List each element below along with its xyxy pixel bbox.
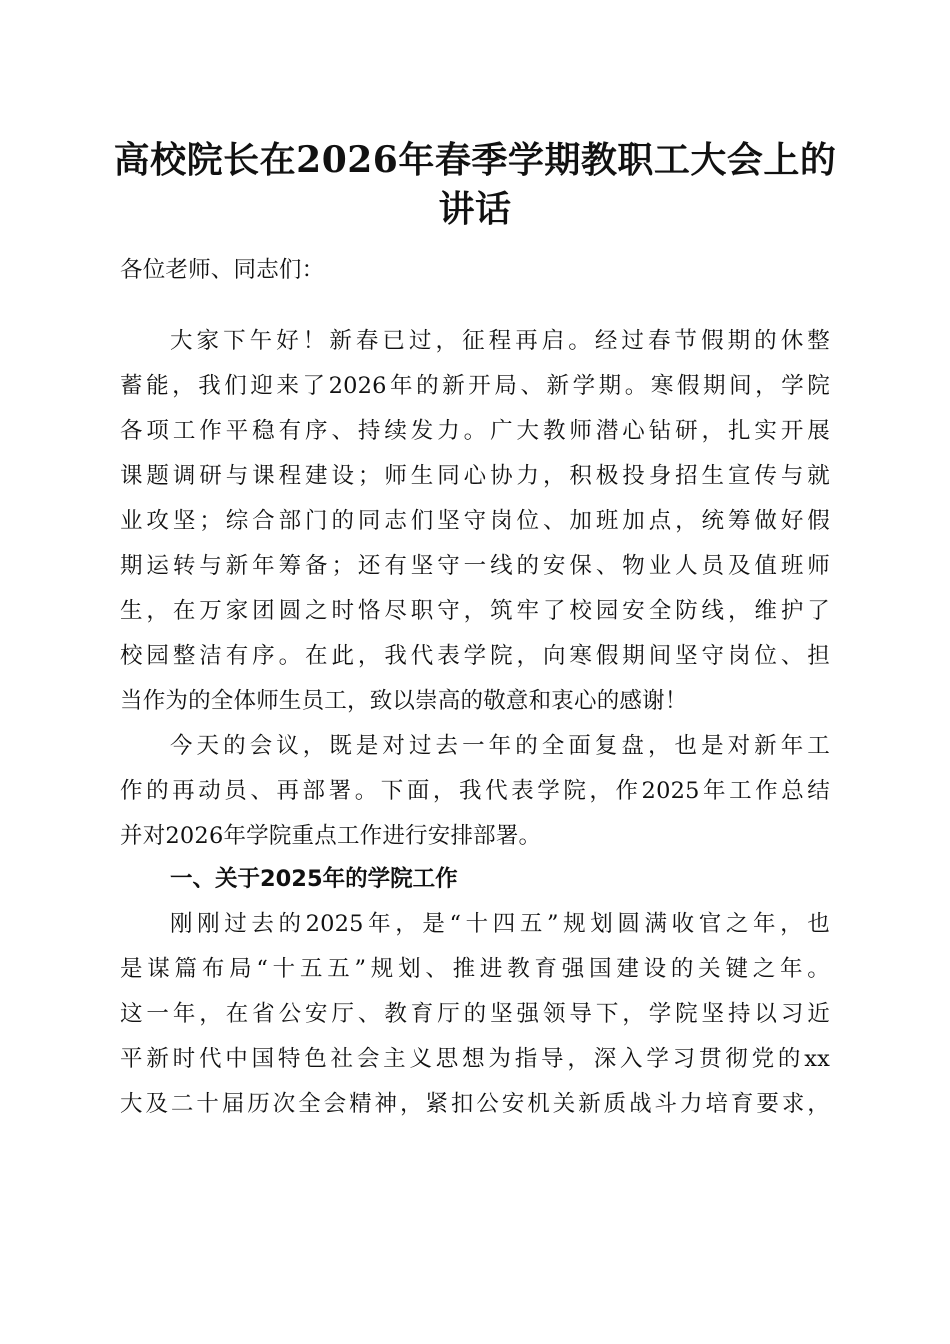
paragraph-3-line: 刚刚过去的2025年，是“十四五”规划圆满收官之年，也 — [170, 911, 830, 937]
paragraph-1-line: 大家下午好！新春已过，征程再启。经过春节假期的休整 — [170, 328, 830, 354]
paragraph-1-line: 生，在万家团圆之时恪尽职守，筑牢了校园安全防线，维护了 — [120, 598, 830, 624]
paragraph-1-line: 期运转与新年筹备；还有坚守一线的安保、物业人员及值班师 — [120, 553, 830, 579]
paragraph-3-line: 平新时代中国特色社会主义思想为指导，深入学习贯彻党的xx — [120, 1046, 830, 1072]
paragraph-2-line: 今天的会议，既是对过去一年的全面复盘，也是对新年工 — [170, 733, 830, 759]
document-title-line-1: 高校院长在2026年春季学期教职工大会上的 — [113, 139, 837, 181]
paragraph-3-line: 这一年，在省公安厅、教育厅的坚强领导下，学院坚持以习近 — [120, 1001, 830, 1027]
section-1-heading: 一、关于2025年的学院工作 — [170, 866, 458, 892]
document-title-line-2: 讲话 — [438, 188, 512, 230]
paragraph-2-line: 并对2026年学院重点工作进行安排部署。 — [120, 823, 542, 849]
paragraph-1-line: 校园整洁有序。在此，我代表学院，向寒假期间坚守岗位、担 — [120, 643, 830, 669]
paragraph-1-line: 课题调研与课程建设；师生同心协力，积极投身招生宣传与就 — [120, 463, 830, 489]
paragraph-1-line: 当作为的全体师生员工，致以崇高的敬意和衷心的感谢！ — [120, 688, 688, 714]
paragraph-1-line: 蓄能，我们迎来了2026年的新开局、新学期。寒假期间，学院 — [120, 373, 830, 399]
paragraph-3-line: 大及二十届历次全会精神，紧扣公安机关新质战斗力培育要求， — [120, 1091, 830, 1117]
paragraph-1-line: 各项工作平稳有序、持续发力。广大教师潜心钻研，扎实开展 — [120, 418, 830, 444]
paragraph-3-line: 是谋篇布局“十五五”规划、推进教育强国建设的关键之年。 — [120, 956, 830, 982]
paragraph-1-line: 业攻坚；综合部门的同志们坚守岗位、加班加点，统筹做好假 — [120, 508, 830, 534]
salutation: 各位老师、同志们： — [120, 257, 325, 283]
paragraph-2-line: 作的再动员、再部署。下面，我代表学院，作2025年工作总结 — [120, 778, 830, 804]
